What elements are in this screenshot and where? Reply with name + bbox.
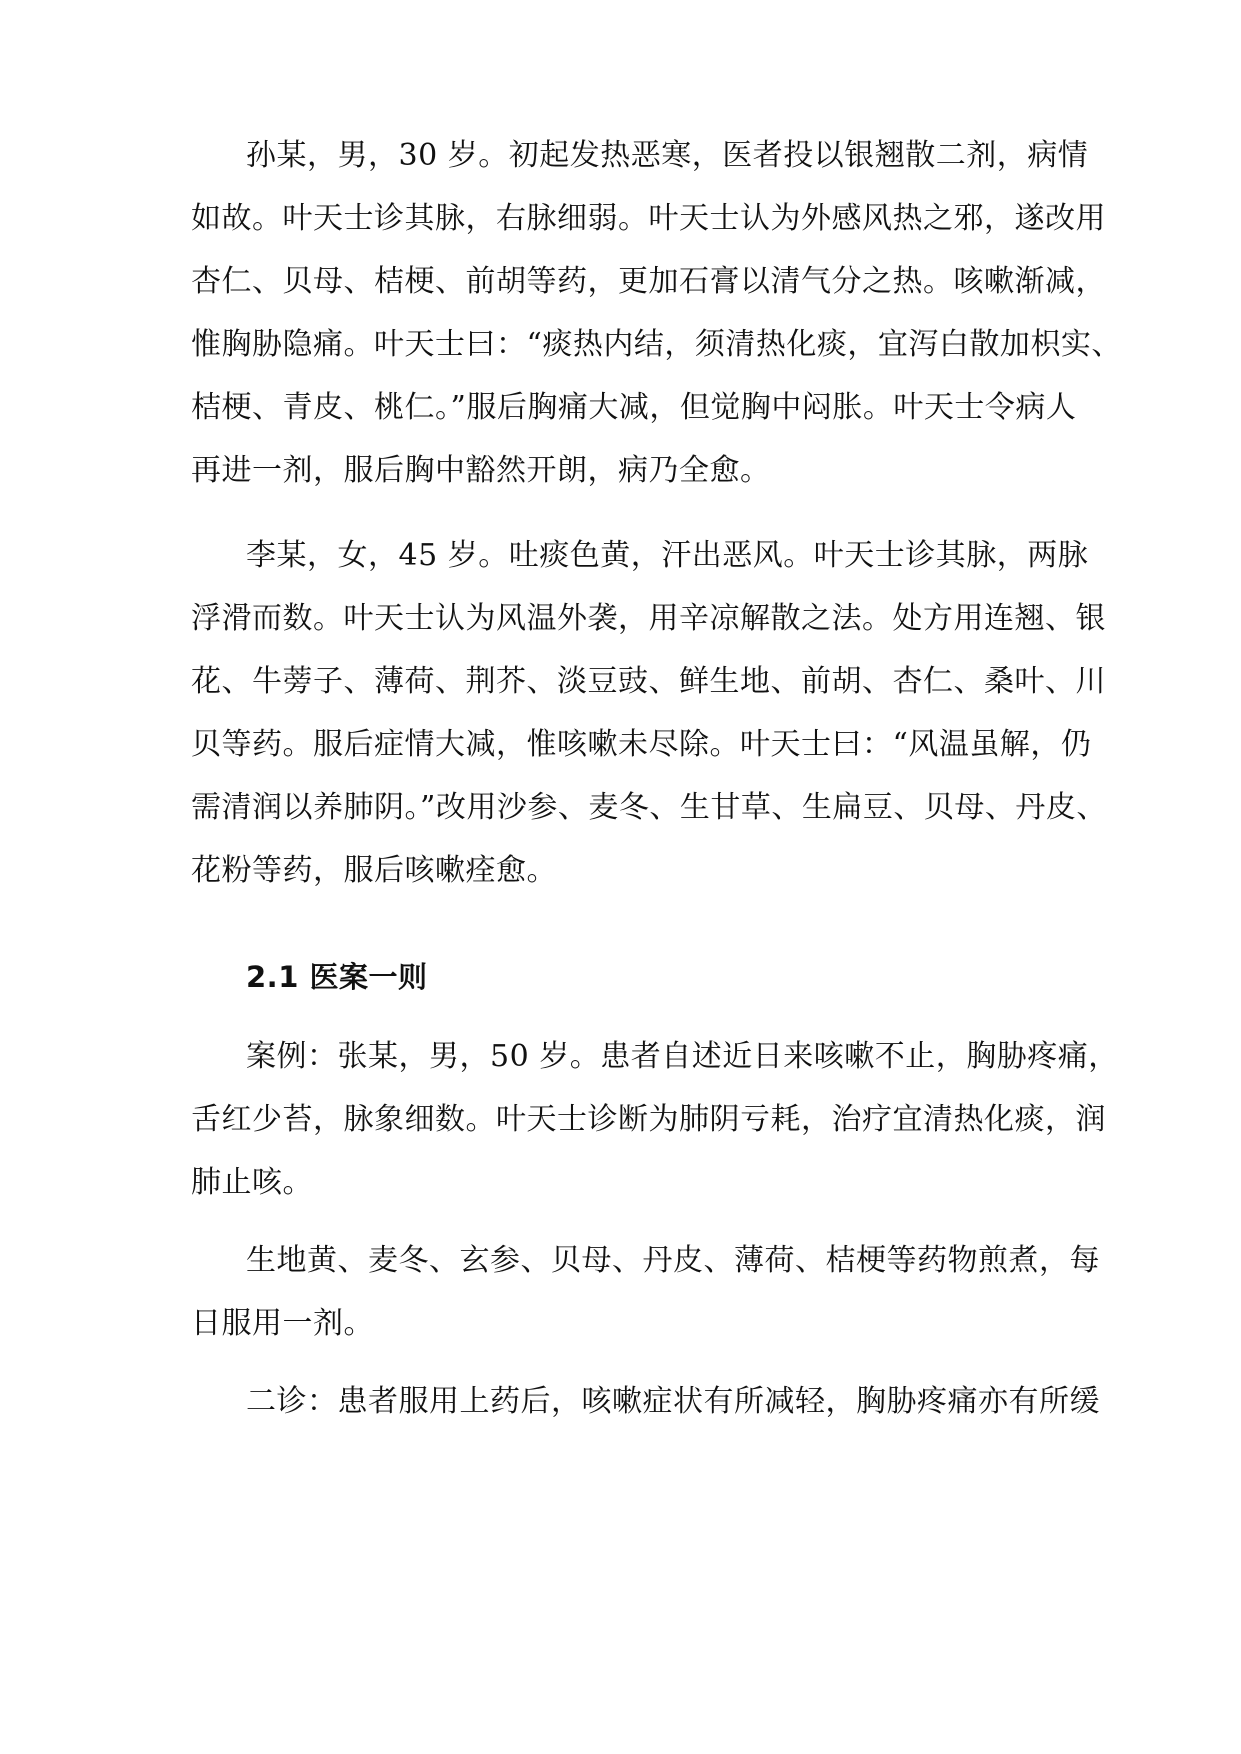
- text-line: 肺止咳。: [191, 1165, 313, 1200]
- section-heading: 2.1 医案一则: [246, 960, 428, 994]
- text-line: 日服用一剂。: [191, 1306, 374, 1341]
- text-line: 贝等药。服后症情大减，惟咳嗽未尽除。叶天士曰：“风温虽解，仍: [191, 727, 1092, 762]
- text-line: 孙某，男，30 岁。初起发热恶寒，医者投以银翘散二剂，病情: [246, 138, 1089, 173]
- text-line: 花、牛蒡子、薄荷、荆芥、淡豆豉、鲜生地、前胡、杏仁、桑叶、川: [191, 664, 1106, 699]
- text-line: 案例：张某，男，50 岁。患者自述近日来咳嗽不止，胸胁疼痛，: [246, 1039, 1119, 1074]
- text-line: 舌红少苔，脉象细数。叶天士诊断为肺阴亏耗，治疗宜清热化痰，润: [191, 1102, 1106, 1137]
- text-line: 李某，女，45 岁。吐痰色黄，汗出恶风。叶天士诊其脉，两脉: [246, 538, 1089, 573]
- text-line: 生地黄、麦冬、玄参、贝母、丹皮、薄荷、桔梗等药物煎煮，每: [246, 1243, 1100, 1278]
- text-line: 惟胸胁隐痛。叶天士曰：“痰热内结，须清热化痰，宜泻白散加枳实、: [191, 327, 1122, 362]
- text-line: 如故。叶天士诊其脉，右脉细弱。叶天士认为外感风热之邪，遂改用: [191, 201, 1106, 236]
- text-line: 桔梗、青皮、桃仁。”服后胸痛大减，但觉胸中闷胀。叶天士令病人: [191, 390, 1077, 425]
- text-line: 花粉等药，服后咳嗽痊愈。: [191, 853, 557, 888]
- text-line: 再进一剂，服后胸中豁然开朗，病乃全愈。: [191, 453, 771, 488]
- text-line: 杏仁、贝母、桔梗、前胡等药，更加石膏以清气分之热。咳嗽渐减，: [191, 264, 1106, 299]
- text-line: 二诊：患者服用上药后，咳嗽症状有所减轻，胸胁疼痛亦有所缓: [246, 1384, 1100, 1419]
- text-line: 浮滑而数。叶天士认为风温外袭，用辛凉解散之法。处方用连翘、银: [191, 601, 1106, 636]
- text-line: 需清润以养肺阴。”改用沙参、麦冬、生甘草、生扁豆、贝母、丹皮、: [191, 790, 1107, 825]
